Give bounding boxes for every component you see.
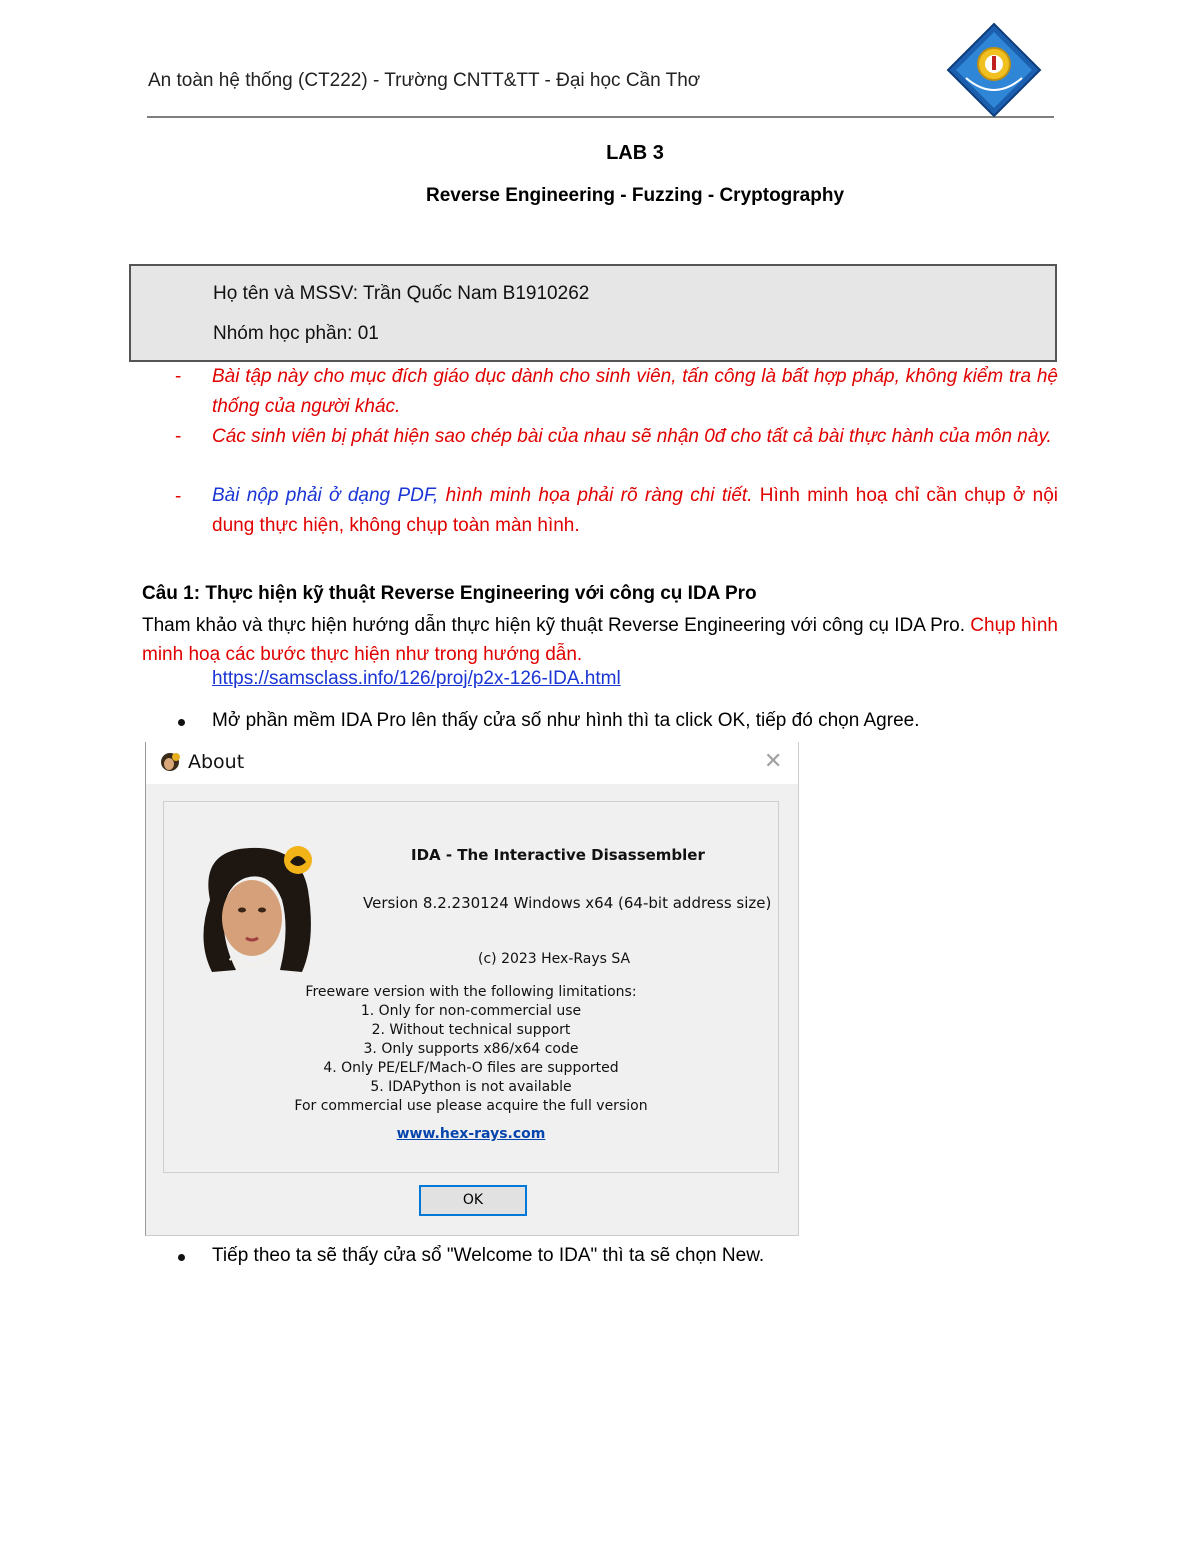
header-divider [147,116,1054,118]
note-item [212,481,1058,541]
question-screenshot-note: Chụp hình minh hoạ các bước thực hiện như trong hướng dẫn. [142,615,1058,665]
bullet-item: Tiếp theo ta sẽ thấy cửa sổ "Welcome to IDA" thì ta sẽ chọn New. [212,1245,765,1266]
dialog-title: About [188,751,245,773]
ida-product-name: IDA - The Interactive Disassembler [411,846,705,864]
note-dash: - [175,366,182,387]
ida-portrait-image [190,840,320,980]
question-title: Câu 1: Thực hiện kỹ thuật Reverse Engineering với công cụ IDA Pro [142,583,757,604]
question-instructions: Tham khảo và thực hiện hướng dẫn thực hiện kỹ thuật Reverse Engineering với công cụ IDA Pro. [142,615,965,636]
ok-button[interactable]: OK [419,1185,527,1216]
lab-subtitle: Reverse Engineering - Fuzzing - Cryptography [425,185,845,206]
dialog-titlebar [146,742,798,784]
note-pdf-requirement: Bài nộp phải ở dạng PDF, [212,485,439,506]
note-clarity-requirement: hình minh họa phải rõ ràng chi tiết. [438,485,753,506]
close-icon[interactable]: ✕ [764,748,783,773]
bullet-dot [178,719,185,726]
note-capture-requirement: Hình minh hoạ chỉ cần chụp ở nội dung thực hiện, không chụp toàn màn hình. [212,485,1059,536]
lab-title: LAB 3 [606,142,664,164]
tutorial-link[interactable]: https://samsclass.info/126/proj/p2x-126-IDA.html [212,668,621,689]
student-info-box [129,264,1057,362]
limitation-line: 1. Only for non-commercial use [360,1003,582,1019]
limitation-line: For commercial use please acquire the full version [294,1098,648,1114]
bullet-item: Mở phần mềm IDA Pro lên thấy cửa số như hình thì ta click OK, tiếp đó chọn Agree. [212,710,920,731]
ida-app-icon [158,751,182,775]
header-text: An toàn hệ thống (CT222) - Trường CNTT&TT - Đại học Cần Thơ [148,70,701,91]
limitation-line: 3. Only supports x86/x64 code [363,1041,579,1057]
question-body [142,611,1058,669]
hex-rays-link[interactable]: www.hex-rays.com [396,1126,546,1142]
limitation-line: Freeware version with the following limitations: [305,984,637,1000]
note-dash: - [175,426,182,447]
note-dash: - [175,486,182,507]
group-line: Nhóm học phần: 01 [213,323,379,344]
note-item: Các sinh viên bị phát hiện sao chép bài của nhau sẽ nhận 0đ cho tất cả bài thực hành của môn này. [212,426,1052,447]
limitation-line: 4. Only PE/ELF/Mach-O files are supported [323,1060,619,1076]
ida-about-dialog [145,742,799,1236]
bullet-dot [178,1254,185,1261]
note-item: Bài tập này cho mục đích giáo dục dành cho sinh viên, tấn công là bất hợp pháp, không kiểm tra hệ thống của người khác. [212,366,1058,417]
ida-copyright: (c) 2023 Hex-Rays SA [478,951,631,967]
ida-version: Version 8.2.230124 Windows x64 (64-bit address size) [363,894,772,912]
limitation-line: 2. Without technical support [371,1022,571,1038]
student-name-line: Họ tên và MSSV: Trần Quốc Nam B1910262 [213,283,590,304]
limitation-line: 5. IDAPython is not available [370,1079,572,1095]
university-logo [946,22,1042,118]
